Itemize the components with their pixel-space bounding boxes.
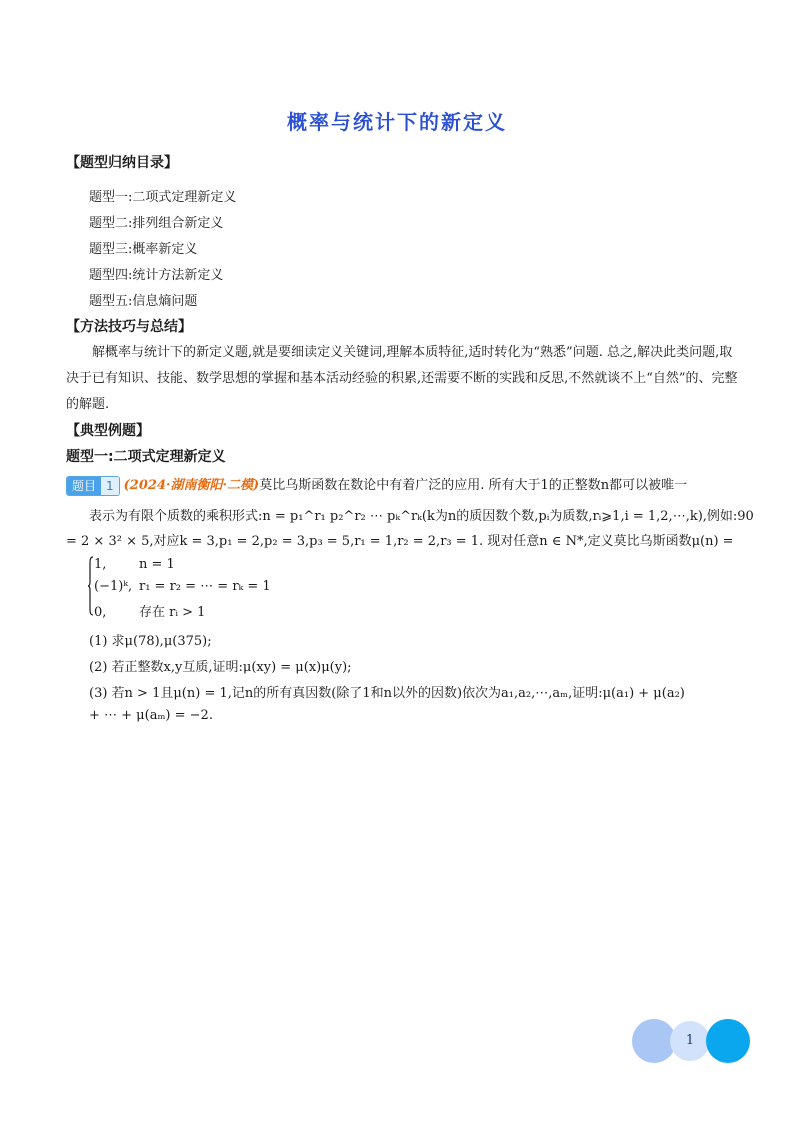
problem-badge: [66, 476, 120, 496]
case-value: (−1)ᵏ,: [94, 579, 133, 594]
case-condition: r₁ = r₂ = ⋯ = rₖ = 1: [139, 579, 271, 594]
toc-item: 题型二:排列组合新定义: [89, 216, 224, 231]
toc-item: 题型三:概率新定义: [89, 242, 198, 257]
toc-heading: 【题型归纳目录】: [66, 155, 178, 171]
page-decor-circle-right: [706, 1019, 750, 1063]
case-condition: n = 1: [139, 557, 175, 572]
case-row: [94, 579, 271, 594]
question-3-continued: + ⋯ + μ(aₘ) = −2.: [89, 708, 213, 723]
problem-line-2: 表示为有限个质数的乘积形式:n = p₁^r₁ p₂^r₂ ⋯ pₖ^rₖ(k为n的质因数个数,pᵢ为质数,rᵢ⩾1,i = 1,2,⋯,k),例如:90: [89, 509, 754, 524]
case-condition: 存在 rᵢ > 1: [139, 605, 206, 620]
question-3: (3) 若n > 1且μ(n) = 1,记n的所有真因数(除了1和n以外的因数)依次为a₁,a₂,⋯,aₘ,证明:μ(a₁) + μ(a₂): [89, 686, 685, 701]
toc-item: 题型五:信息熵问题: [89, 294, 198, 309]
page-title: 概率与统计下的新定义: [287, 110, 507, 134]
section-title: 题型一:二项式定理新定义: [66, 449, 226, 465]
badge-number: 1: [101, 477, 119, 495]
case-row: [94, 601, 205, 620]
case-value: 1,: [94, 557, 107, 572]
problem-line-1: [66, 474, 687, 496]
case-row: [94, 557, 175, 572]
question-2: (2) 若正整数x,y互质,证明:μ(xy) = μ(x)μ(y);: [89, 660, 352, 675]
question-1: (1) 求μ(78),μ(375);: [89, 634, 212, 649]
toc-item: 题型四:统计方法新定义: [89, 268, 224, 283]
case-value: 0,: [94, 605, 107, 620]
toc-item: 题型一:二项式定理新定义: [89, 190, 237, 205]
methods-paragraph: 解概率与统计下的新定义题,就是要细读定义关键词,理解本质特征,适时转化为“熟悉”问题. 总之,解决此类问题,取决于已有知识、技能、数学思想的掌握和基本活动经验的积累,还需要不断的实践和反思,不然就谈不上“自然”的、完整的解题.: [66, 345, 738, 412]
problem-line-3: = 2 × 3² × 5,对应k = 3,p₁ = 2,p₂ = 3,p₃ = 5,r₁ = 1,r₂ = 2,r₃ = 1. 现对任意n ∈ N*,定义莫比乌斯函数μ(n) =: [66, 534, 734, 549]
examples-heading: 【典型例题】: [66, 423, 150, 439]
page-number: 1: [685, 1033, 695, 1048]
problem-source: (2024·湖南衡阳·二模): [123, 478, 260, 493]
problem-text-1: 莫比乌斯函数在数论中有着广泛的应用. 所有大于1的正整数n都可以被唯一: [259, 478, 688, 493]
methods-heading: 【方法技巧与总结】: [66, 319, 192, 335]
badge-label: 题目: [67, 477, 101, 495]
